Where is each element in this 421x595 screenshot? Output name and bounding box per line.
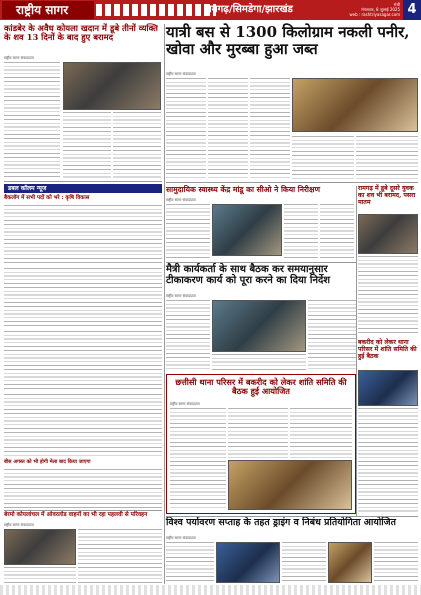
- row-rule: [4, 181, 162, 182]
- photo-paneer-seizure: [292, 78, 418, 132]
- article-body: [292, 136, 354, 180]
- photo-students: [328, 542, 372, 583]
- article-body: [358, 408, 418, 514]
- photo-vaccination-meeting: [212, 300, 306, 352]
- photo-vehicles: [4, 529, 76, 565]
- article-body: [4, 205, 162, 265]
- article-body: [4, 62, 60, 180]
- headline-health-centre: सामुदायिक स्वास्थ्य केंद्र मांडू का सीओ ने किया निरीक्षण: [166, 185, 320, 194]
- article-body: [356, 136, 418, 180]
- headline-overload-vehicles: बेरमो कोयलांचल में ओवरलोड वाहनों का भी रहा पहलवी से परिवहन: [4, 512, 148, 518]
- edition-date: मंगलवार, 8 जुलाई 2025: [361, 7, 400, 12]
- headline-fair: बीस अगस्त को भी होगी मेला बाद किया जाएगा: [4, 459, 91, 465]
- photo-coal-mine: [63, 62, 161, 110]
- headline-environment-week: विश्व पर्यावरण सप्ताह के तहत ड्राइंग व निबंध प्रतियोगिता आयोजित: [166, 517, 396, 528]
- page-footer-strip: [0, 585, 421, 595]
- article-body: [374, 542, 418, 583]
- row-rule: [166, 516, 418, 517]
- article-body: [284, 204, 318, 260]
- article-body: [166, 78, 206, 180]
- byline: राष्ट्रीय सागर संवाददाता: [166, 294, 196, 298]
- headline-backlog: बैकलॉग में सभी पदों को भरे : कृषि विकास: [4, 195, 90, 201]
- article-body: [170, 408, 226, 510]
- row-rule: [166, 182, 418, 183]
- article-body: [228, 408, 288, 458]
- photo-peace-committee: [358, 370, 418, 406]
- article-body: [208, 78, 248, 180]
- headline-drowned-youth: रामगढ़ में डूबे दूसरे युवक का शव भी बरामद, पसरा मातम: [358, 185, 416, 206]
- headline-coal-mine: कांडबेर के अवैध कोयला खदान में डूबे तीनों व्यक्ति के शव 13 दिनों के बाद हुए बरामद: [4, 23, 158, 43]
- article-body: [113, 112, 161, 180]
- row-rule: [166, 262, 356, 263]
- column-rule: [164, 24, 165, 584]
- article-body: [4, 331, 162, 391]
- article-body: [290, 408, 352, 458]
- byline: राष्ट्रीय सागर संवाददाता: [4, 523, 34, 527]
- photo-health-centre: [212, 204, 282, 256]
- headline-fake-paneer: यात्री बस से 1300 किलोग्राम नकली पनीर, खोवा और मुरब्बा हुआ जब्त: [166, 23, 410, 58]
- article-body: [4, 394, 162, 458]
- website: web : rashtriyasagar.com: [349, 12, 400, 17]
- article-body: [4, 268, 162, 328]
- edition-city: रांची: [393, 2, 400, 7]
- row-rule: [4, 510, 162, 511]
- photo-drowning: [358, 214, 418, 254]
- article-body: [358, 256, 418, 336]
- byline: राष्ट्रीय सागर संवाददाता: [166, 198, 196, 202]
- byline: राष्ट्रीय सागर संवाददाता: [170, 402, 200, 406]
- byline: राष्ट्रीय सागर संवाददाता: [166, 72, 196, 76]
- article-body: [250, 78, 290, 180]
- byline: राष्ट्रीय सागर संवाददाता: [166, 536, 196, 540]
- masthead-meta: [330, 2, 400, 18]
- column-rule: [356, 186, 357, 516]
- edition-location: रामगढ़/सिमडेगा/झारखंड: [205, 4, 293, 15]
- article-body: [282, 542, 326, 583]
- article-body: [4, 469, 162, 509]
- brand-logo: राष्ट्रीय सागर: [2, 1, 94, 19]
- article-body: [166, 542, 214, 583]
- article-body: [308, 300, 356, 370]
- masthead-decoration: [96, 4, 216, 16]
- article-body: [4, 567, 76, 583]
- photo-drawing-competition: [216, 542, 280, 583]
- photo-chhattisi-meeting: [228, 460, 352, 510]
- headline-chhattisi-meeting: छत्तीसी थाना परिसर में बकरीद को लेकर शांति समिति की बैठक हुई आयोजित: [175, 377, 347, 397]
- headline-vaccination-meeting: मैत्री कार्यकर्ता के साथ बैठक कर समयानुसार टीकाकरण कार्य को पूरा करने का दिया निर्देश: [166, 264, 331, 287]
- headline-bakrid-meeting: बकरीद को लेकर थाना परिसर में शांति समिति की हुई बैठक: [358, 339, 417, 360]
- double-column-label: डबल कॉलम न्यूज: [4, 184, 162, 193]
- article-body: [212, 354, 306, 370]
- article-body: [166, 204, 210, 260]
- page-number: 4: [403, 0, 421, 20]
- article-body: [166, 300, 210, 370]
- article-body: [63, 112, 111, 180]
- byline: राष्ट्रीय सागर संवाददाता: [4, 56, 34, 60]
- article-body: [320, 204, 354, 260]
- article-body: [78, 529, 162, 583]
